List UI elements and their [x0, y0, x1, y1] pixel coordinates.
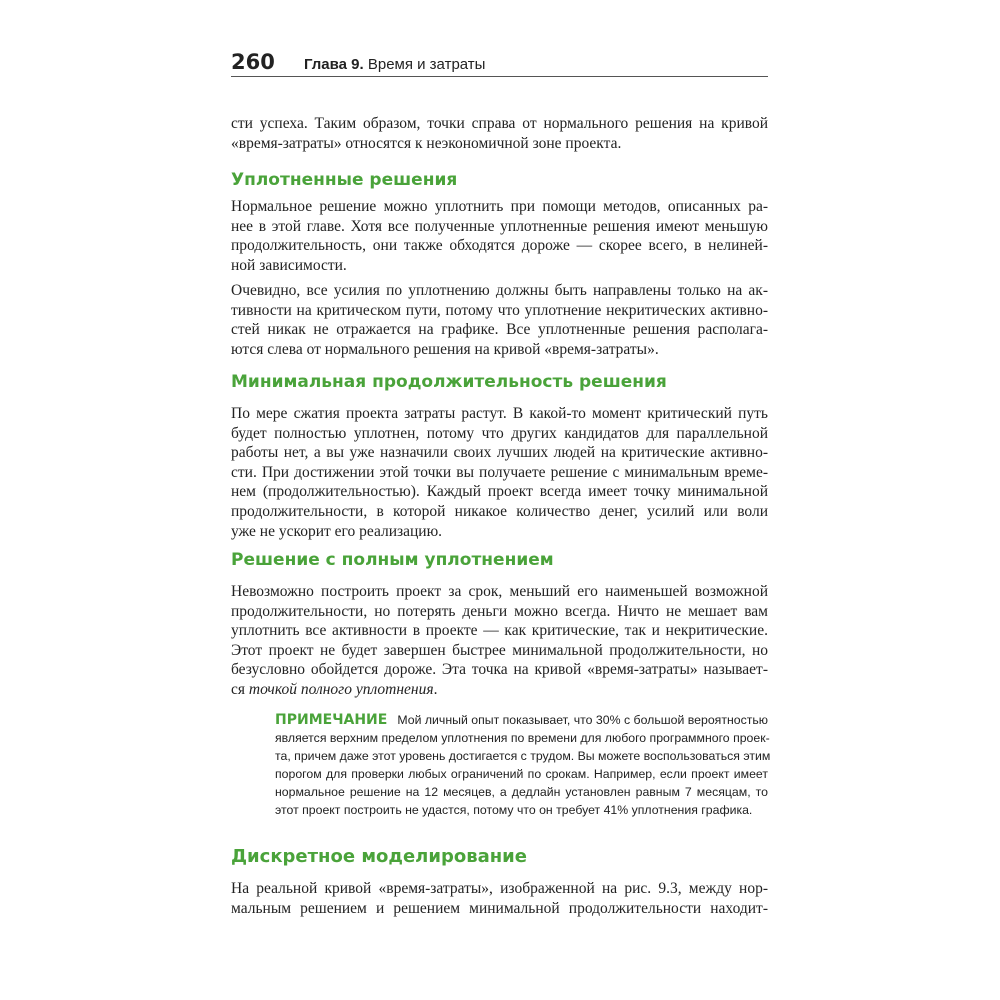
text-line: нормальное решение на 12 месяцев, а дедлайн установлен равным 7 месяцам, то [275, 785, 768, 799]
text-line: уплотнить все активности в проекте — как критические, так и некритические. [231, 622, 768, 640]
text-line [275, 711, 768, 729]
paragraph-2 [231, 197, 768, 275]
section-heading: Решение с полным уплотнением [231, 550, 554, 570]
text-line: «время-затраты» относятся к неэкономичной зоне проекта. [231, 134, 622, 152]
section-heading: Минимальная продолжительность решения [231, 372, 667, 392]
text-line: работы нет, а вы уже назначили своих лучших людей на критические активно- [231, 444, 768, 462]
text-line: стей никак не отражается на графике. Все уплотненные решения располага- [231, 321, 768, 339]
text-line: На реальной кривой «время-затраты», изображенной на рис. 9.3, между нор- [231, 880, 768, 897]
text-line: продолжительность, они также обходятся дороже — скорее всего, в нелиней- [231, 237, 768, 255]
text-line [231, 680, 768, 700]
text-line: сти. При достижении этой точки вы получаете решение с минимальным време- [231, 463, 768, 481]
text-line: сти успеха. Таким образом, точки справа от нормального решения на кривой [231, 115, 768, 132]
text-line: ной зависимости. [231, 256, 347, 274]
paragraph-4 [231, 404, 768, 541]
text-line: продолжительности, в которой никакое количество денег, усилий или воли [231, 502, 768, 520]
running-header [304, 56, 485, 73]
text-span: . [433, 680, 438, 698]
text-line: порогом для проверки любых ограничений по срокам. Например, если проект имеет [275, 767, 768, 781]
section-heading: Уплотненные решения [231, 170, 458, 190]
text-line: нее в этой главе. Хотя все полученные уплотненные решения имеют меньшую [231, 217, 768, 235]
text-line: По мере сжатия проекта затраты растут. В какой-то момент критический путь [231, 405, 768, 422]
text-line: Нормальное решение можно уплотнить при помощи методов, описанных ра- [231, 198, 768, 215]
text-line: Невозможно построить проект за срок, меньший его наименьшей возможной [231, 583, 768, 600]
section-heading: Дискретное моделирование [231, 846, 527, 867]
chapter-label: Глава 9. [304, 56, 364, 73]
paragraph-3 [231, 281, 768, 359]
text-line: Этот проект не будет завершен быстрее минимальной продолжительности, но [231, 641, 768, 659]
paragraph-1 [231, 114, 768, 153]
text-line: та, причем даже этот уровень достигается с трудом. Вы можете воспользоваться этим [275, 749, 771, 763]
text-line: этот проект построить не удастся, потому что он требует 41% уплотнения графика. [275, 803, 753, 817]
text-line: нем (продолжительностью). Каждый проект всегда имеет точку минимальной [231, 483, 768, 501]
text-span: ся [231, 680, 249, 698]
paragraph-6 [231, 879, 768, 918]
term-italic: точкой полного уплотнения [248, 680, 434, 698]
text-line: Очевидно, все усилия по уплотнению должны быть направлены только на ак- [231, 282, 768, 299]
text-line: является верхним пределом уплотнения по времени для любого программного проек- [275, 731, 770, 745]
chapter-title: Время и затраты [367, 56, 486, 73]
text-line: уже не ускорит его реализацию. [231, 522, 443, 540]
text-line: безусловно обойдется дороже. Эта точка на кривой «время-затраты» называет- [231, 661, 768, 679]
text-line: ются слева от нормального решения на кривой «время-затраты». [231, 340, 659, 358]
text-line: мальным решением и решением минимальной продолжительности находит- [231, 899, 768, 917]
note-label: ПРИМЕЧАНИЕ [275, 712, 388, 728]
text-line: будет полностью уплотнен, потому что других кандидатов для параллельной [231, 424, 768, 442]
note-box [275, 711, 771, 819]
text-line: продолжительности, но потерять деньги можно всегда. Ничто не мешает вам [231, 602, 768, 620]
page-number: 260 [231, 50, 275, 74]
text-span: Мой личный опыт показывает, что 30% с большой вероятностью [397, 713, 768, 727]
paragraph-5 [231, 582, 768, 700]
header-rule [231, 76, 768, 77]
text-line: тивности на критическом пути, потому что уплотнение некритических активно- [231, 301, 768, 319]
